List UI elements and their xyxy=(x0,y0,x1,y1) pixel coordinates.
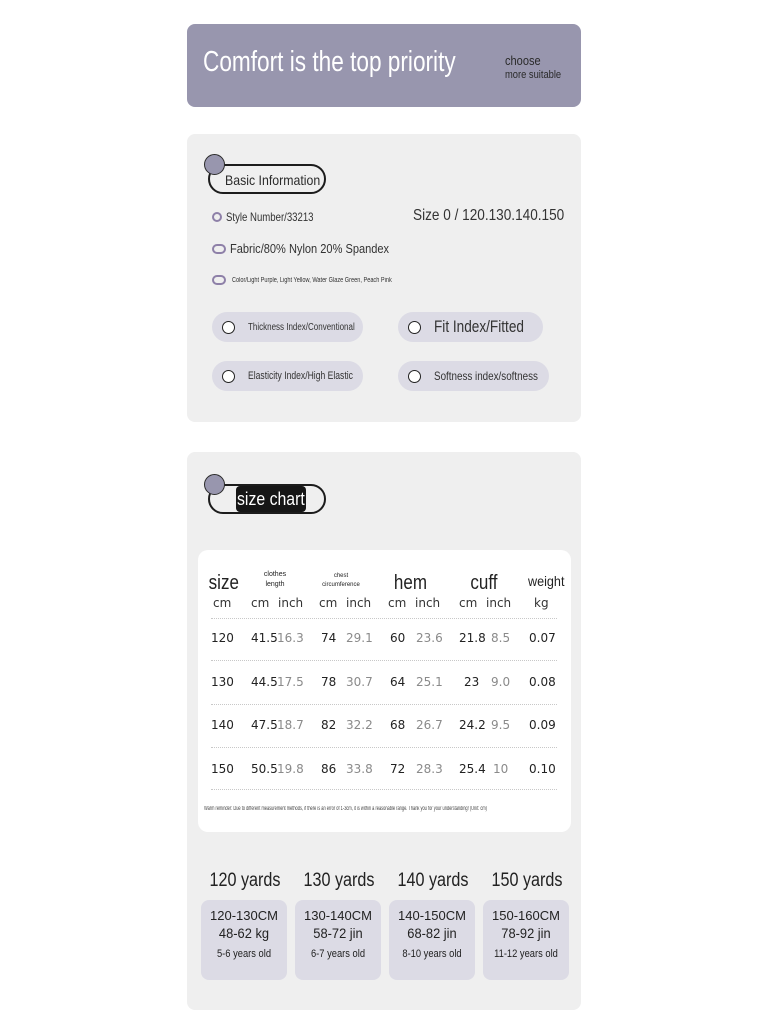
size-range-text: Size 0 / 120.130.140.150 xyxy=(413,207,565,224)
yard-box-140 xyxy=(389,900,475,980)
yard-box-150 xyxy=(483,900,569,980)
radio-icon xyxy=(408,370,421,383)
color-row xyxy=(212,275,432,285)
cell-weight: 0.08 xyxy=(529,675,556,689)
header-banner xyxy=(187,24,581,107)
unit-cuff-cm: cm xyxy=(459,596,478,610)
yard-age: 11-12 years old xyxy=(494,948,558,960)
cell-chest-cm: 86 xyxy=(321,762,337,776)
softness-index-label: Softness index/softness xyxy=(434,369,538,383)
banner-tagline xyxy=(505,53,571,81)
cell-chest-inch: 29.1 xyxy=(346,631,373,645)
header-chest-circumference xyxy=(313,572,369,590)
cell-weight: 0.07 xyxy=(529,631,556,645)
yard-weight: 78-92 jin xyxy=(501,925,551,941)
unit-cuff-inch: inch xyxy=(486,596,512,610)
fit-index-label: Fit Index/Fitted xyxy=(434,317,524,336)
style-number-row xyxy=(212,210,335,224)
yard-age: 8-10 years old xyxy=(402,948,462,960)
cell-cuff-inch: 9.0 xyxy=(491,675,511,689)
cell-chest-cm: 74 xyxy=(321,631,337,645)
size-chart-heading xyxy=(208,484,326,514)
cell-weight: 0.10 xyxy=(529,762,556,776)
fabric-text: Fabric/80% Nylon 20% Spandex xyxy=(230,241,390,256)
cell-size: 150 xyxy=(211,762,234,776)
cell-cuff-inch: 9.5 xyxy=(491,718,511,732)
yard-age: 5-6 years old xyxy=(216,948,272,960)
size-chart-card xyxy=(187,452,581,1010)
heading-dot-icon xyxy=(204,154,225,175)
cell-length-cm: 41.5 xyxy=(251,631,278,645)
cell-chest-cm: 78 xyxy=(321,675,337,689)
bullet-ring-icon xyxy=(212,212,222,222)
cell-weight: 0.09 xyxy=(529,718,556,732)
bullet-ring-icon xyxy=(212,244,226,254)
softness-index-chip xyxy=(398,361,549,391)
yard-height: 150-160CM xyxy=(492,908,560,923)
header-clothes-length-line2: length xyxy=(265,581,285,588)
cell-chest-inch: 32.2 xyxy=(346,718,373,732)
unit-chest-cm: cm xyxy=(319,596,338,610)
elasticity-index-label: Elasticity Index/High Elastic xyxy=(248,370,353,382)
header-clothes-length-line1: clothes xyxy=(263,571,287,578)
yard-title-130: 130 yards xyxy=(303,870,375,891)
cell-hem-inch: 28.3 xyxy=(416,762,443,776)
banner-choose-text: choose xyxy=(505,53,541,68)
cell-length-inch: 17.5 xyxy=(277,675,304,689)
yard-title-150: 150 yards xyxy=(491,870,563,891)
size-table xyxy=(198,550,571,832)
header-chest-line2: circumference xyxy=(322,582,360,588)
cell-length-inch: 16.3 xyxy=(277,631,304,645)
header-chest-line1: chest xyxy=(333,573,349,579)
warm-reminder-note: Warm reminder: Due to different measurement methods, if there is an error of 1-3cm, it is within a reasonable range. Thank you for your understanding! (Unit: cm) xyxy=(204,806,487,812)
yard-age: 6-7 years old xyxy=(310,948,366,960)
radio-icon xyxy=(222,370,235,383)
cell-length-cm: 47.5 xyxy=(251,718,278,732)
row-separator xyxy=(211,660,557,661)
cell-cuff-inch: 8.5 xyxy=(491,631,511,645)
radio-icon xyxy=(408,321,421,334)
unit-weight-kg: kg xyxy=(534,596,549,610)
header-hem: hem xyxy=(393,572,427,594)
unit-length-inch: inch xyxy=(278,596,304,610)
cell-cuff-cm: 21.8 xyxy=(459,631,486,645)
yard-box-130 xyxy=(295,900,381,980)
cell-hem-cm: 60 xyxy=(390,631,406,645)
yard-height: 140-150CM xyxy=(398,908,466,923)
heading-dot-icon xyxy=(204,474,225,495)
cell-hem-inch: 25.1 xyxy=(416,675,443,689)
row-separator xyxy=(211,618,557,619)
yard-title-140: 140 yards xyxy=(397,870,469,891)
basic-information-card xyxy=(187,134,581,422)
size-chart-title: size chart xyxy=(237,489,305,509)
banner-title: Comfort is the top priority xyxy=(203,46,456,78)
basic-information-heading xyxy=(208,164,326,194)
header-clothes-length xyxy=(258,570,292,590)
cell-chest-inch: 33.8 xyxy=(346,762,373,776)
row-separator xyxy=(211,704,557,705)
cell-size: 120 xyxy=(211,631,234,645)
header-weight: weight xyxy=(528,573,565,589)
cell-cuff-inch: 10 xyxy=(493,762,509,776)
yard-height: 130-140CM xyxy=(304,908,372,923)
cell-size: 140 xyxy=(211,718,234,732)
yard-height: 120-130CM xyxy=(210,908,278,923)
cell-length-cm: 44.5 xyxy=(251,675,278,689)
cell-size: 130 xyxy=(211,675,234,689)
yard-weight: 68-82 jin xyxy=(407,925,457,941)
unit-chest-inch: inch xyxy=(346,596,372,610)
yard-box-120 xyxy=(201,900,287,980)
cell-hem-inch: 23.6 xyxy=(416,631,443,645)
cell-cuff-cm: 24.2 xyxy=(459,718,486,732)
cell-length-cm: 50.5 xyxy=(251,762,278,776)
yard-weight: 58-72 jin xyxy=(313,925,363,941)
bullet-ring-icon xyxy=(212,275,226,285)
row-separator xyxy=(211,747,557,748)
thickness-index-chip xyxy=(212,312,363,342)
thickness-index-label: Thickness Index/Conventional xyxy=(248,321,355,333)
radio-icon xyxy=(222,321,235,334)
unit-size-cm: cm xyxy=(213,596,232,610)
cell-length-inch: 18.7 xyxy=(277,718,304,732)
elasticity-index-chip xyxy=(212,361,363,391)
style-number-text: Style Number/33213 xyxy=(226,210,314,224)
cell-length-inch: 19.8 xyxy=(277,762,304,776)
basic-information-title: Basic Information xyxy=(225,172,321,188)
cell-hem-inch: 26.7 xyxy=(416,718,443,732)
header-cuff: cuff xyxy=(470,572,498,594)
unit-length-cm: cm xyxy=(251,596,270,610)
cell-hem-cm: 72 xyxy=(390,762,406,776)
cell-cuff-cm: 23 xyxy=(464,675,480,689)
header-size: size xyxy=(208,572,239,594)
cell-cuff-cm: 25.4 xyxy=(459,762,486,776)
cell-hem-cm: 64 xyxy=(390,675,406,689)
fit-index-chip xyxy=(398,312,543,342)
fabric-row xyxy=(212,241,417,256)
cell-hem-cm: 68 xyxy=(390,718,406,732)
color-text: Color/Light Purple, Light Yellow, Water Glaze Green, Peach Pink xyxy=(232,276,392,284)
row-separator xyxy=(211,789,557,790)
yard-title-120: 120 yards xyxy=(209,870,281,891)
banner-suitable-text: more suitable xyxy=(505,69,562,81)
unit-hem-inch: inch xyxy=(415,596,441,610)
cell-chest-inch: 30.7 xyxy=(346,675,373,689)
yard-weight: 48-62 kg xyxy=(218,925,270,941)
cell-chest-cm: 82 xyxy=(321,718,337,732)
unit-hem-cm: cm xyxy=(388,596,407,610)
